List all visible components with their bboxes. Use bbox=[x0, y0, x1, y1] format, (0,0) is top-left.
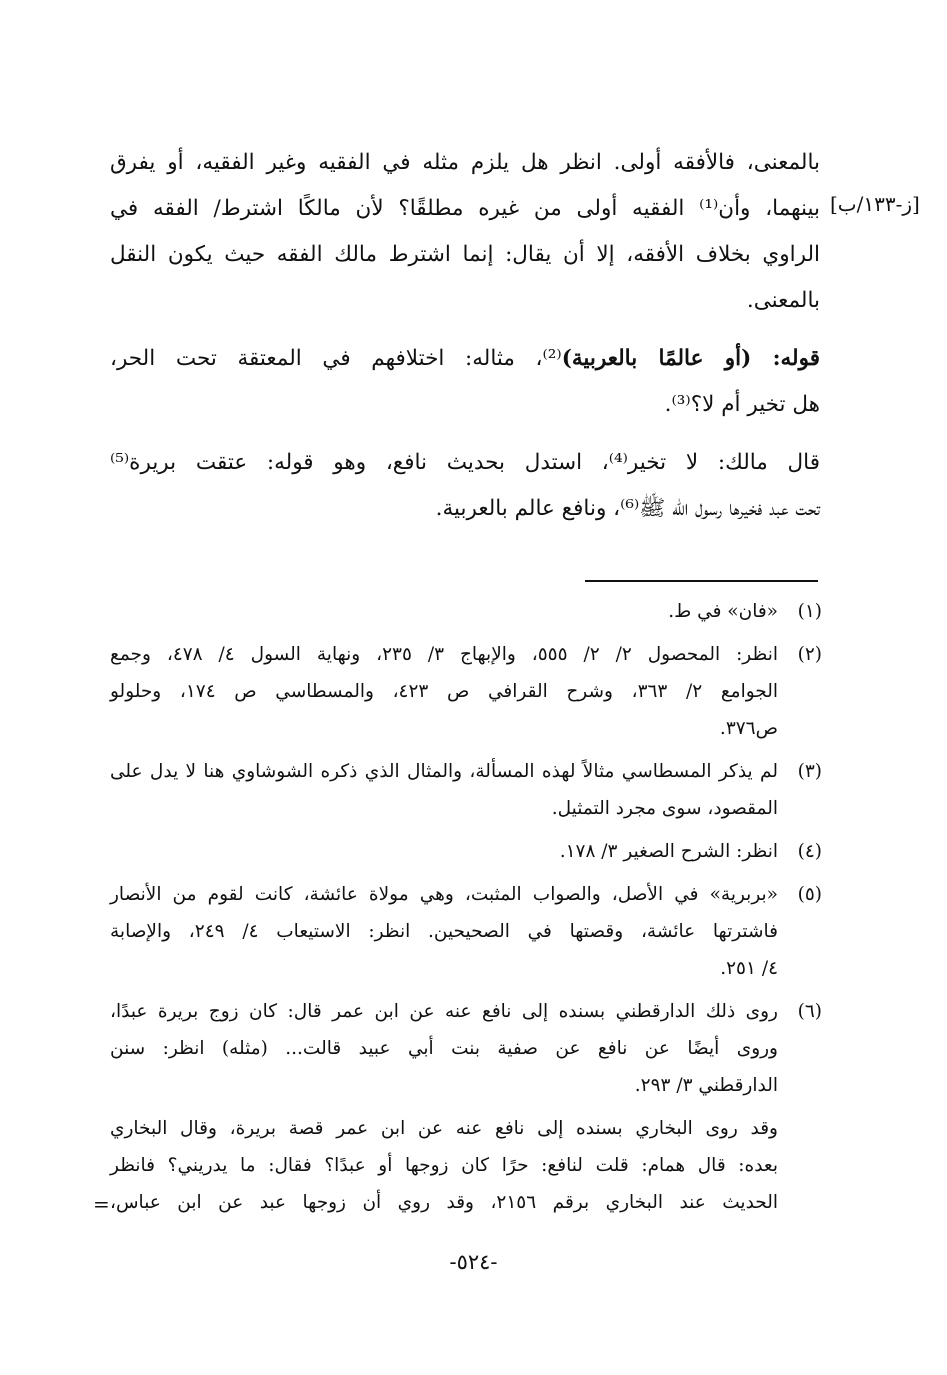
footnote-number: (٤) bbox=[797, 841, 822, 862]
text-line: المقصود، سوى مجرد التمثيل. bbox=[551, 798, 778, 819]
footnote-text bbox=[110, 876, 778, 987]
text-line: الجوامع ٢/ ٣٦٣، وشرح القرافي ص ٤٢٣، والمسطاسي ص ١٧٤، وحلولو bbox=[110, 681, 778, 702]
text-line: انظر: الشرح الصغير ٣/ ١٧٨. bbox=[559, 841, 778, 862]
text-line: الراوي بخلاف الأفقه، إلا أن يقال: إنما اشترط مالك الفقه حيث يكون النقل bbox=[110, 242, 820, 267]
footnote-number: (١) bbox=[797, 601, 822, 622]
text-run: ⁽²⁾، مثاله: اختلافهم في المعتقة تحت الحر، bbox=[110, 346, 562, 371]
continuation-mark: = bbox=[93, 1192, 110, 1216]
page-number: -٥٢٤- bbox=[449, 1250, 498, 1274]
text-line: بعده: قال همام: قلت لنافع: حرًا كان زوجها أو عبدًا؟ فقال: ما يدريني؟ فانظر bbox=[110, 1155, 778, 1176]
text-line: وروى أيضًا عن نافع عن صفية بنت أبي عبيد قالت... (مثله) انظر: سنن bbox=[110, 1038, 778, 1059]
footnote bbox=[110, 876, 822, 987]
footnote-continuation bbox=[110, 1110, 778, 1221]
footnote-text bbox=[110, 753, 778, 827]
text-line: فاشترتها عائشة، وقصتها في الصحيحين. انظر: الاستيعاب ٤/ ٢٤٩، والإصابة bbox=[110, 921, 778, 942]
text-line: بينهما، وأن⁽¹⁾ الفقيه أولى من غيره مطلقًا؟ لأن مالكًا اشترط/ الفقه في bbox=[110, 196, 820, 221]
footnote bbox=[110, 753, 822, 827]
main-text bbox=[110, 140, 820, 544]
footnote-number: (٢) bbox=[797, 644, 822, 665]
footnote bbox=[110, 833, 822, 870]
margin-manuscript-ref: [ز-١٣٣/ب] bbox=[830, 192, 920, 216]
footnote bbox=[110, 593, 822, 630]
footnote-text bbox=[110, 993, 778, 1104]
text-line: ص٣٧٦. bbox=[719, 718, 778, 739]
text-line: تحت عبد فخيرها رسول الله ﷺ⁽⁶⁾، ونافع عالم بالعربية. bbox=[435, 496, 820, 521]
text-line: بالمعنى. bbox=[746, 288, 820, 313]
text-line bbox=[110, 336, 820, 382]
footnote-text bbox=[110, 593, 778, 630]
text-line: الدارقطني ٣/ ٢٩٣. bbox=[634, 1075, 778, 1096]
paragraph-3 bbox=[110, 440, 820, 532]
footnotes bbox=[110, 593, 822, 1221]
footnote bbox=[110, 636, 822, 747]
footnote-text bbox=[110, 833, 778, 870]
quoted-heading: قوله: (أو عالمًا بالعربية) bbox=[561, 346, 820, 371]
footnote-number: (٦) bbox=[797, 1001, 822, 1022]
footnote bbox=[110, 993, 822, 1104]
paragraph-1 bbox=[110, 140, 820, 324]
text-line: لم يذكر المسطاسي مثالاً لهذه المسألة، والمثال الذي ذكره الشوشاوي هنا لا يدل على bbox=[110, 761, 778, 782]
footnote-separator bbox=[585, 580, 818, 582]
paragraph-2 bbox=[110, 336, 820, 428]
footnote-number: (٥) bbox=[797, 884, 822, 905]
text-line: ٤/ ٢٥١. bbox=[720, 958, 778, 979]
text-line: روى ذلك الدارقطني بسنده إلى نافع عنه عن ابن عمر قال: كان زوج بريرة عبدًا، bbox=[110, 1001, 778, 1022]
footnote-text bbox=[110, 636, 778, 747]
text-line: انظر: المحصول ٢/ ٢/ ٥٥٥، والإبهاج ٣/ ٢٣٥، ونهاية السول ٤/ ٤٧٨، وجمع bbox=[110, 644, 778, 665]
text-line: قال مالك: لا تخير⁽⁴⁾، استدل بحديث نافع، وهو قوله: عتقت بريرة⁽⁵⁾ bbox=[110, 450, 820, 475]
footnote-number: (٣) bbox=[797, 761, 822, 782]
text-line: هل تخير أم لا؟⁽³⁾. bbox=[664, 392, 820, 417]
text-line: «بربرية» في الأصل، والصواب المثبت، وهي مولاة عائشة، كانت لقوم من الأنصار bbox=[110, 884, 778, 905]
text-line: بالمعنى، فالأفقه أولى. انظر هل يلزم مثله في الفقيه وغير الفقيه، أو يفرق bbox=[110, 150, 820, 175]
text-line: الحديث عند البخاري برقم ٢١٥٦، وقد روي أن زوجها عبد عن ابن عباس، bbox=[110, 1192, 778, 1213]
text-line: وقد روى البخاري بسنده إلى نافع عنه عن ابن عمر قصة بريرة، وقال البخاري bbox=[110, 1118, 778, 1139]
text-line: «فان» في ط. bbox=[668, 601, 778, 622]
